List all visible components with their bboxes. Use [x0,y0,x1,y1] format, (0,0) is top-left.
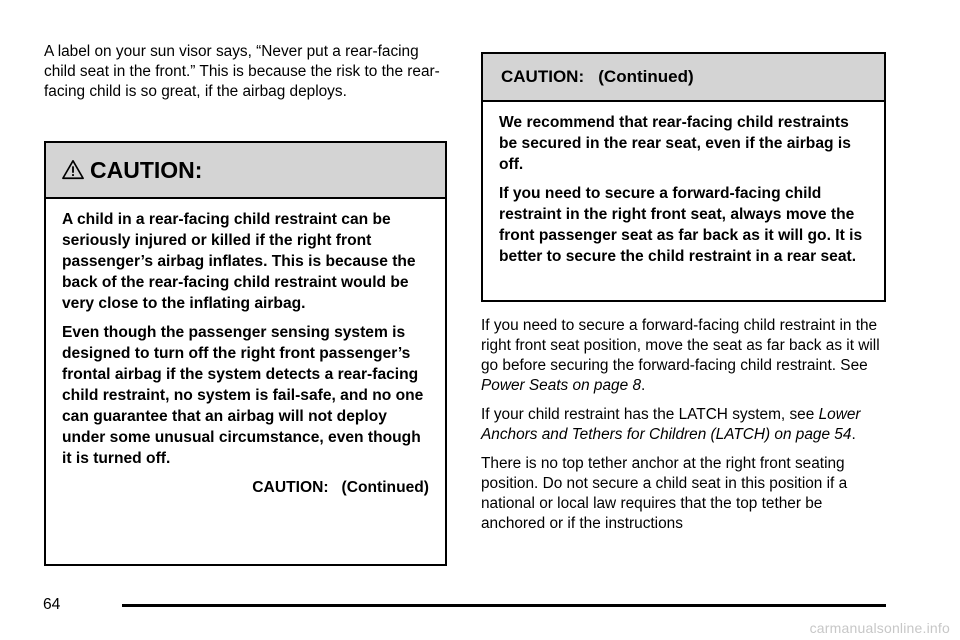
warning-triangle-icon [62,159,84,181]
watermark: carmanualsonline.info [809,620,950,636]
caution-body [483,102,884,287]
caution-box-continued [481,52,886,302]
caution-paragraph: A child in a rear-facing child restraint can be seriously injured or killed if the right front passenger’s airbag inflates. This is because the back of the rear-facing child restraint would be very close to the inflating airbag. [62,211,416,312]
caution-paragraph: We recommend that rear-facing child restraints be secured in the rear seat, even if the airbag is off. [499,114,851,173]
page-number: 64 [43,596,61,613]
footer-rule [122,604,886,607]
caution-header [46,143,445,199]
body-paragraph: If you need to secure a forward-facing child restraint in the right front seat position, move the seat as far back as it will go before securing the forward-facing child restraint. See Power Seats on page 8. [481,317,880,394]
caution-continued-title: CAUTION: (Continued) [501,67,694,86]
left-column [44,42,447,111]
cross-reference-link[interactable]: Lower Anchors and Tethers for Children (LATCH) on page 54 [481,406,861,443]
caution-paragraph: Even though the passenger sensing system is designed to turn off the right front passenger’s frontal airbag if the system detects a rear-facing child restraint, no system is fail-safe, and no one can guarantee that an airbag will not deploy under some unusual circumstance, even though it is turned off. [62,324,424,467]
body-paragraph: There is no top tether anchor at the right front seating position. Do not secure a child seat in this position if a national or local law requires that the top tether be anchored or if the instructions [481,455,848,532]
caution-continued-header [483,54,884,102]
intro-paragraph: A label on your sun visor says, “Never put a rear-facing child seat in the front.” This is because the risk to the rear-facing child is so great, if the airbag deploys. [44,43,440,100]
caution-continued-label: CAUTION: (Continued) [252,479,429,496]
caution-body [46,199,445,510]
caution-title: CAUTION: [90,156,203,183]
right-column [481,52,886,543]
cross-reference-link[interactable]: Power Seats on page 8 [481,377,642,394]
body-paragraph: If your child restraint has the LATCH system, see Lower Anchors and Tethers for Children (LATCH) on page 54. [481,406,861,443]
caution-box-left [44,141,447,566]
caution-paragraph: If you need to secure a forward-facing child restraint in the right front seat, always move the front passenger seat as far back as it will go. It is better to secure the child restraint in a rear seat. [499,185,863,265]
